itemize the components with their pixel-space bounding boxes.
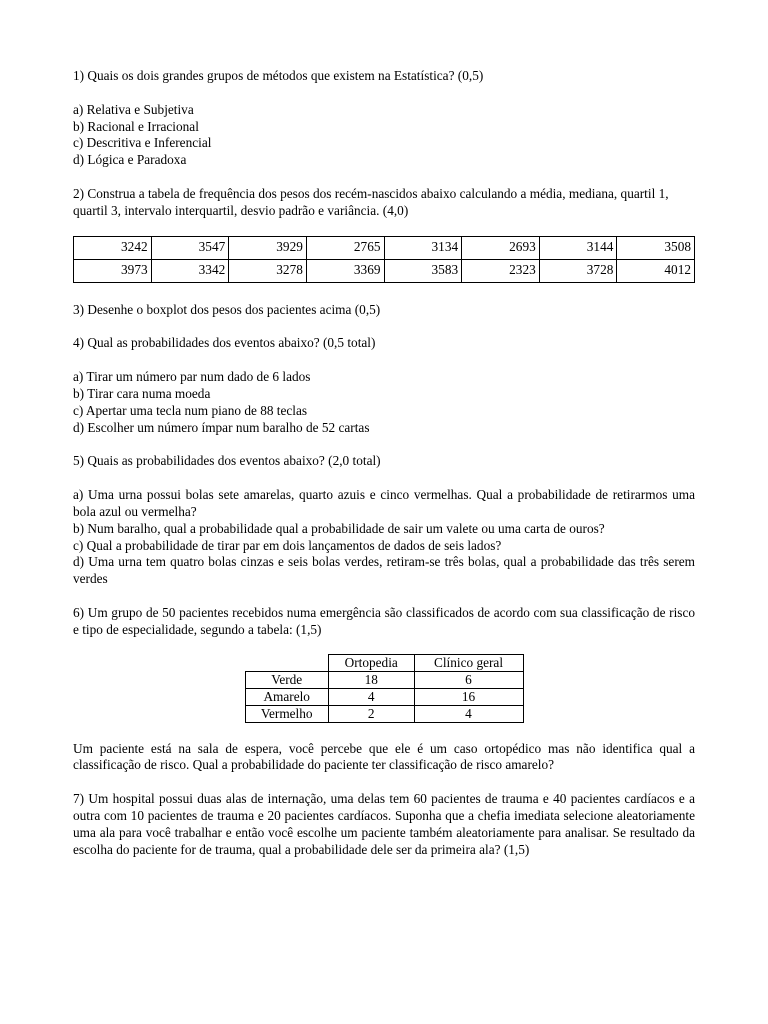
table-row	[245, 705, 523, 722]
column-header: Clínico geral	[414, 654, 523, 671]
table-row	[74, 236, 695, 259]
column-header: Ortopedia	[328, 654, 414, 671]
table-row	[74, 259, 695, 282]
weights-table	[73, 236, 695, 283]
table-cell: 16	[414, 688, 523, 705]
q4-option-d: d) Escolher um número ímpar num baralho de 52 cartas	[73, 419, 370, 435]
question-2: 2) Construa a tabela de frequência dos pesos dos recém-nascidos abaixo calculando a média, mediana, quartil 1, quartil 3, intervalo interquartil, desvio padrão e variância. (4,0)	[73, 185, 669, 218]
q1-option-b: b) Racional e Irracional	[73, 118, 199, 134]
table-cell: 18	[328, 671, 414, 688]
table-header-row	[245, 654, 523, 671]
weight-cell: 3369	[306, 259, 384, 282]
weight-cell: 3973	[74, 259, 152, 282]
table-cell: 6	[414, 671, 523, 688]
question-7: 7) Um hospital possui duas alas de internação, uma delas tem 60 pacientes de trauma e 40 pacientes cardíacos e a outra com 10 pacientes de trauma e 20 pacientes cardíacos. Suponha que a chefia imediata selecione aleatoriamente uma ala para você trabalhar e então você escolhe um paciente também aleatoriamente para analisar. Se resultado da escolha do paciente for de trauma, qual a probabilidade dele ser da primeira ala? (1,5)	[73, 791, 695, 857]
weight-cell: 3278	[229, 259, 307, 282]
q1-option-d: d) Lógica e Paradoxa	[73, 152, 187, 168]
weight-cell: 3728	[539, 259, 617, 282]
q5-option-c: c) Qual a probabilidade de tirar par em dois lançamentos de dados de seis lados?	[73, 537, 502, 553]
weight-cell: 4012	[617, 259, 695, 282]
question-1: 1) Quais os dois grandes grupos de métodos que existem na Estatística? (0,5)	[73, 68, 484, 83]
q5-option-b: b) Num baralho, qual a probabilidade qual a probabilidade de sair um valete ou uma carta de ouros?	[73, 520, 605, 536]
q1-option-c: c) Descritiva e Inferencial	[73, 135, 212, 151]
q6-followup: Um paciente está na sala de espera, você percebe que ele é um caso ortopédico mas não identifica qual a classificação de risco. Qual a probabilidade do paciente ter classificação de risco amarelo?	[73, 740, 695, 773]
row-label: Vermelho	[245, 705, 328, 722]
risk-table	[245, 654, 524, 723]
q5-option-d: d) Uma urna tem quatro bolas cinzas e seis bolas verdes, retiram-se três bolas, qual a probabilidade das três serem verdes	[73, 554, 695, 587]
weight-cell: 3242	[74, 236, 152, 259]
table-row	[245, 688, 523, 705]
table-row	[245, 671, 523, 688]
document-content	[73, 68, 695, 858]
question-4: 4) Qual as probabilidades dos eventos abaixo? (0,5 total)	[73, 335, 376, 351]
weight-cell: 2765	[306, 236, 384, 259]
q4-option-a: a) Tirar um número par num dado de 6 lados	[73, 369, 311, 385]
row-label: Verde	[245, 671, 328, 688]
q4-option-c: c) Apertar uma tecla num piano de 88 teclas	[73, 402, 308, 418]
question-6: 6) Um grupo de 50 pacientes recebidos numa emergência são classificados de acordo com sua classificação de risco e tipo de especialidade, segundo a tabela: (1,5)	[73, 604, 695, 637]
weight-cell: 3547	[151, 236, 229, 259]
weight-cell: 2323	[462, 259, 540, 282]
weight-cell: 3342	[151, 259, 229, 282]
question-5: 5) Quais as probabilidades dos eventos abaixo? (2,0 total)	[73, 453, 381, 469]
empty-corner-cell	[245, 654, 328, 671]
row-label: Amarelo	[245, 688, 328, 705]
weight-cell: 3134	[384, 236, 462, 259]
weight-cell: 3929	[229, 236, 307, 259]
weight-cell: 3583	[384, 259, 462, 282]
q4-option-b: b) Tirar cara numa moeda	[73, 385, 211, 401]
table-cell: 4	[328, 688, 414, 705]
question-3: 3) Desenhe o boxplot dos pesos dos pacientes acima (0,5)	[73, 301, 381, 317]
table-cell: 4	[414, 705, 523, 722]
q5-option-a: a) Uma urna possui bolas sete amarelas, quarto azuis e cinco vermelhas. Qual a probabilidade de retirarmos uma bola azul ou vermelha?	[73, 487, 695, 519]
table-cell: 2	[328, 705, 414, 722]
weight-cell: 3144	[539, 236, 617, 259]
weight-cell: 2693	[462, 236, 540, 259]
q1-option-a: a) Relativa e Subjetiva	[73, 101, 194, 117]
weight-cell: 3508	[617, 236, 695, 259]
